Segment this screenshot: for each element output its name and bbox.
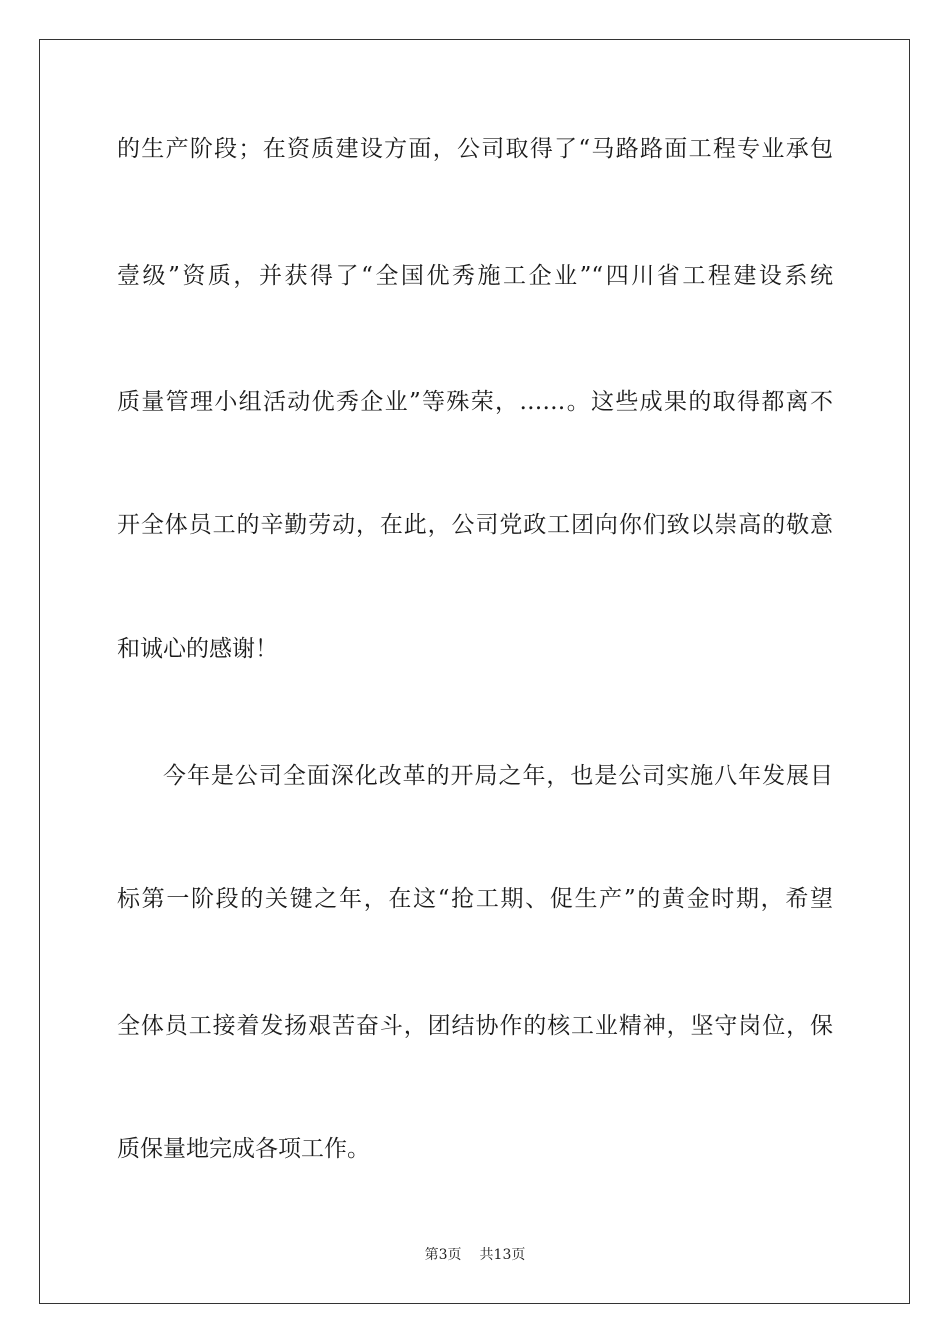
page-border <box>39 39 910 1304</box>
page-footer <box>0 1245 950 1265</box>
paragraph-2-line-3: 全体员工接着发扬艰苦奋斗，团结协作的核工业精神，坚守岗位，保 <box>117 1013 833 1039</box>
paragraph-1-line-3: 质量管理小组活动优秀企业”等殊荣，……。这些成果的取得都离不 <box>117 389 833 415</box>
paragraph-1-line-4: 开全体员工的辛勤劳动，在此，公司党政工团向你们致以崇高的敬意 <box>117 512 833 538</box>
paragraph-1-line-1: 的生产阶段；在资质建设方面，公司取得了“马路路面工程专业承包 <box>117 136 833 162</box>
paragraph-1-line-5: 和诚心的感谢！ <box>117 636 278 662</box>
paragraph-2-line-2: 标第一阶段的关键之年，在这“抢工期、促生产”的黄金时期，希望 <box>117 886 833 912</box>
page-total: 共13页 <box>479 1247 526 1263</box>
paragraph-2-line-4: 质保量地完成各项工作。 <box>117 1136 370 1162</box>
paragraph-2-line-1: 今年是公司全面深化改革的开局之年，也是公司实施八年发展目 <box>163 763 833 789</box>
page-number: 第3页 <box>424 1247 462 1263</box>
paragraph-1-line-2: 壹级”资质，并获得了“全国优秀施工企业”“四川省工程建设系统 <box>117 263 833 289</box>
